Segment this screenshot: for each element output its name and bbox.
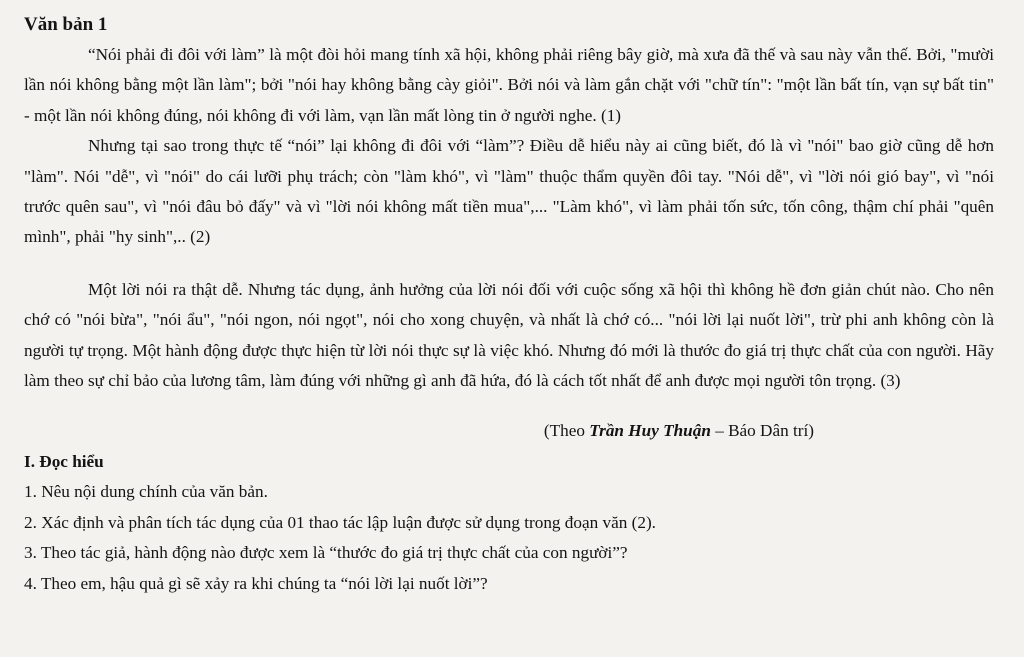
paragraph-spacer xyxy=(24,253,994,275)
paragraph-2: Nhưng tại sao trong thực tế “nói” lại không đi đôi với “làm”? Điều dễ hiểu này ai cũng biết, đó là vì "nói" bao giờ cũng dễ hơn "làm". Nói "dễ", vì "nói" do cái lưỡi phụ trách; còn "làm khó", vì "làm" thuộc thẩm quyền đôi tay. "Nói dễ", vì "lời nói gió bay", vì "nói trước quên sau", vì "nói đâu bỏ đấy" và vì "lời nói không mất tiền mua",... "Làm khó", vì làm phải tốn sức, tốn công, thậm chí phải "quên mình", phải "hy sinh",.. (2) xyxy=(24,136,994,247)
question-item: 4. Theo em, hậu quả gì sẽ xảy ra khi chúng ta “nói lời lại nuốt lời”? xyxy=(24,573,488,593)
question-item: 2. Xác định và phân tích tác dụng của 01 thao tác lập luận được sử dụng trong đoạn văn (2). xyxy=(24,512,656,532)
source-attribution xyxy=(24,416,994,446)
attribution-prefix: (Theo xyxy=(543,421,590,441)
attribution-spacer xyxy=(24,396,994,416)
author-name: Trần Huy Thuận xyxy=(589,421,711,441)
question-item: 3. Theo tác giả, hành động nào được xem là “thước đo giá trị thực chất của con người”? xyxy=(24,543,628,563)
paragraph-3: Một lời nói ra thật dễ. Nhưng tác dụng, ảnh hưởng của lời nói đối với cuộc sống xã hội thì không hề đơn giản chút nào. Cho nên chớ có "nói bừa", "nói ẩu", "nói ngon, nói ngọt", nói cho xong chuyện, và nhất là chớ có... "nói lời lại nuốt lời", trừ phi anh không còn là người tự trọng. Một hành động được thực hiện từ lời nói thực sự là việc khó. Nhưng đó mới là thước đo giá trị thực chất của con người. Hãy làm theo sự chỉ bảo của lương tâm, làm đúng với những gì anh đã hứa, đó là cách tốt nhất để anh được mọi người tôn trọng. (3) xyxy=(24,279,994,391)
paragraph-1: “Nói phải đi đôi với làm” là một đòi hỏi mang tính xã hội, không phải riêng bây giờ, mà xưa đã thế và sau này vẫn thế. Bởi, "mười lần nói không bằng một lần làm"; bởi "nói hay không bằng cày giỏi". Bởi nói và làm gắn chặt với "chữ tín": "một lần bất tín, vạn sự bất tin" - một lần nói không đúng, nói không đi với làm, vạn lần mất lòng tin ở người nghe. (1) xyxy=(24,45,994,125)
attribution-suffix: – Báo Dân trí) xyxy=(710,421,814,441)
document-title: Văn bản 1 xyxy=(24,14,108,35)
question-item: 1. Nêu nội dung chính của văn bản. xyxy=(24,482,268,502)
section-heading: I. Đọc hiểu xyxy=(24,451,104,471)
question-list xyxy=(24,477,994,599)
